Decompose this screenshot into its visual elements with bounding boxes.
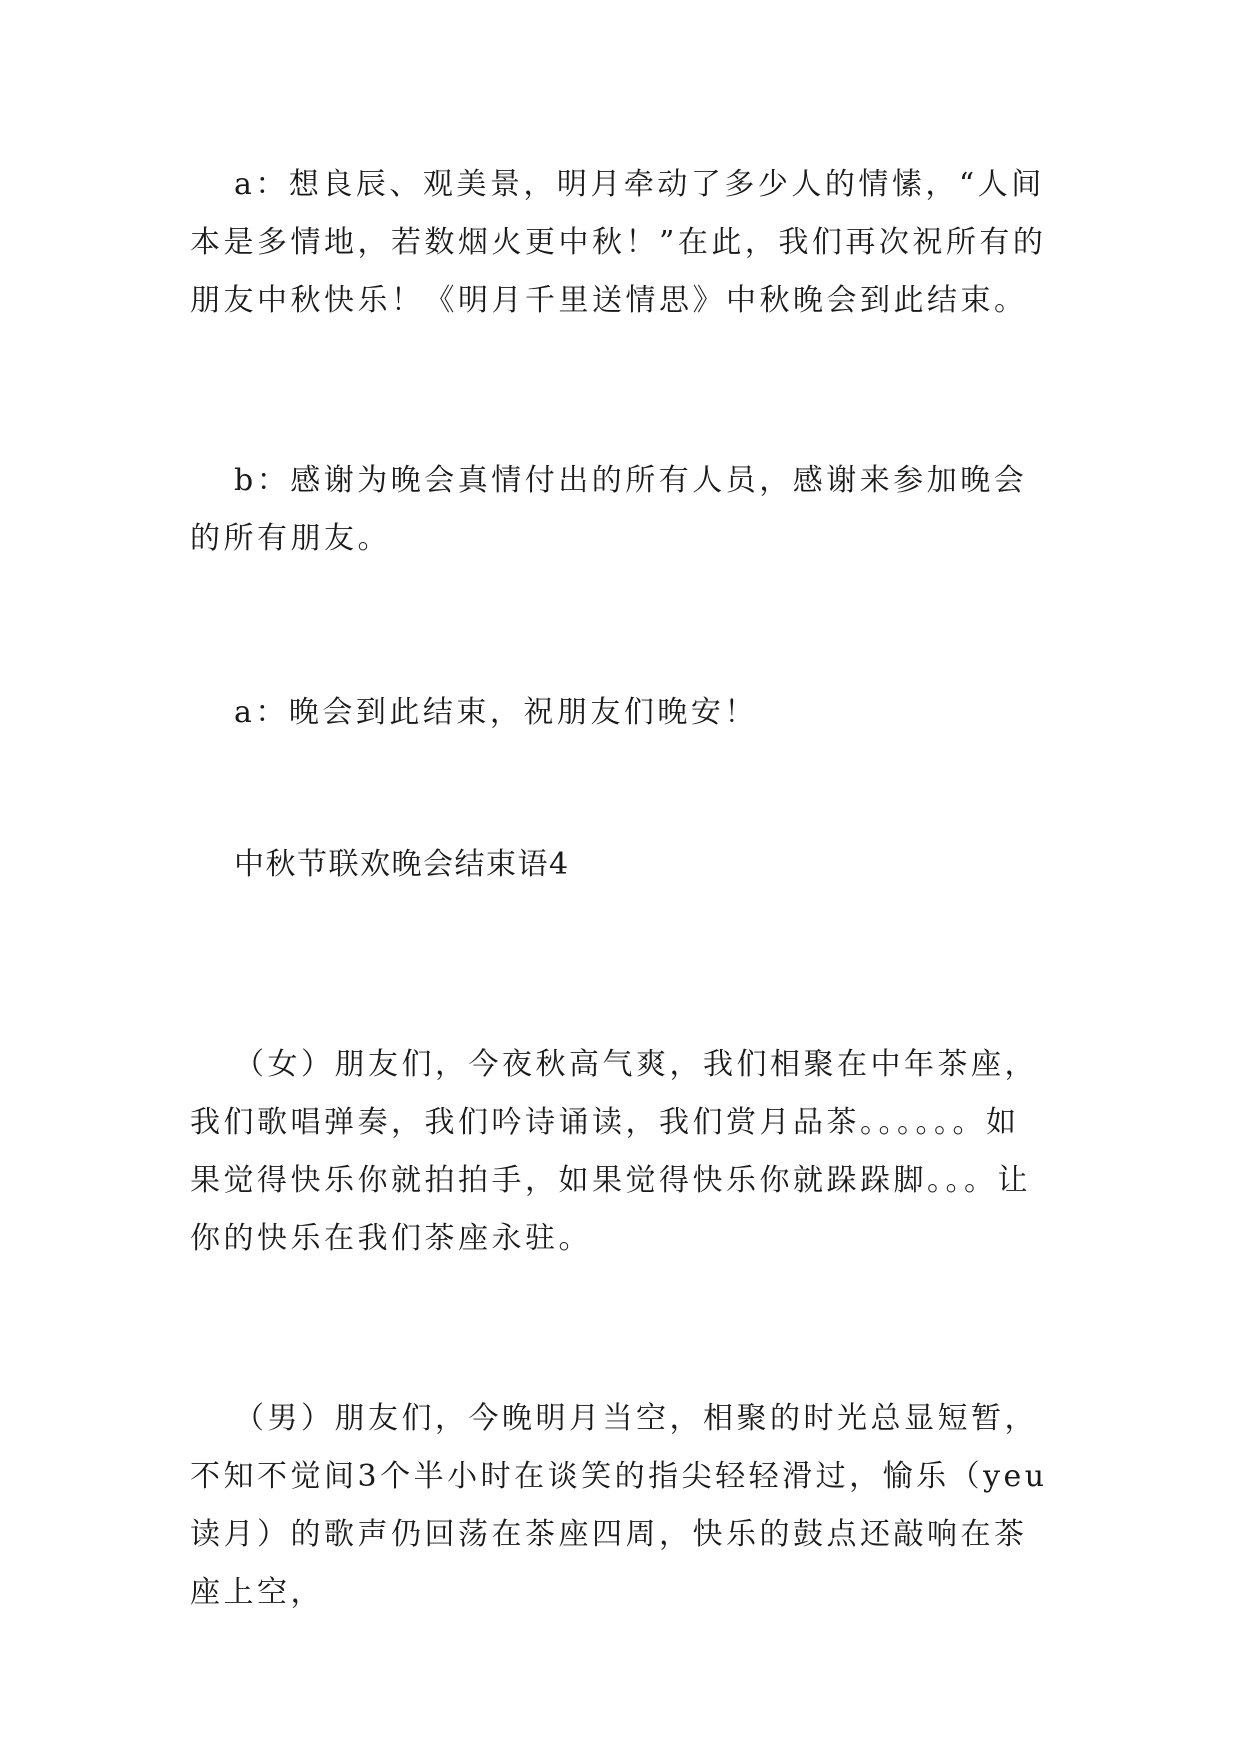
section-heading: 中秋节联欢晚会结束语4 [234,847,570,882]
paragraph-male-host: （男）朋友们，今晚明月当空，相聚的时光总显短暂，不知不觉间3个半小时在谈笑的指尖轻轻滑过，愉乐（yeu读月）的歌声仍回荡在茶座四周，快乐的鼓点还敲响在茶座上空， [190,1401,1048,1610]
paragraph-a-goodnight: a：晚会到此结束，祝朋友们晚安！ [234,695,758,730]
paragraph-b-thanks: b：感谢为晚会真情付出的所有人员，感谢来参加晚会的所有朋友。 [190,463,1028,556]
paragraph-a-closing: a：想良辰、观美景，明月牵动了多少人的情愫，“人间本是多情地，若数烟火更中秋！”在此，我们再次祝所有的朋友中秋快乐！《明月千里送情思》中秋晚会到此结束。 [190,167,1047,318]
paragraph-female-host: （女）朋友们，今夜秋高气爽，我们相聚在中年茶座，我们歌唱弹奏，我们吟诗诵读，我们赏月品茶。。。。。。如果觉得快乐你就拍拍手，如果觉得快乐你就跺跺脚。。。让你的快乐在我们茶座永驻。 [190,1047,1038,1256]
